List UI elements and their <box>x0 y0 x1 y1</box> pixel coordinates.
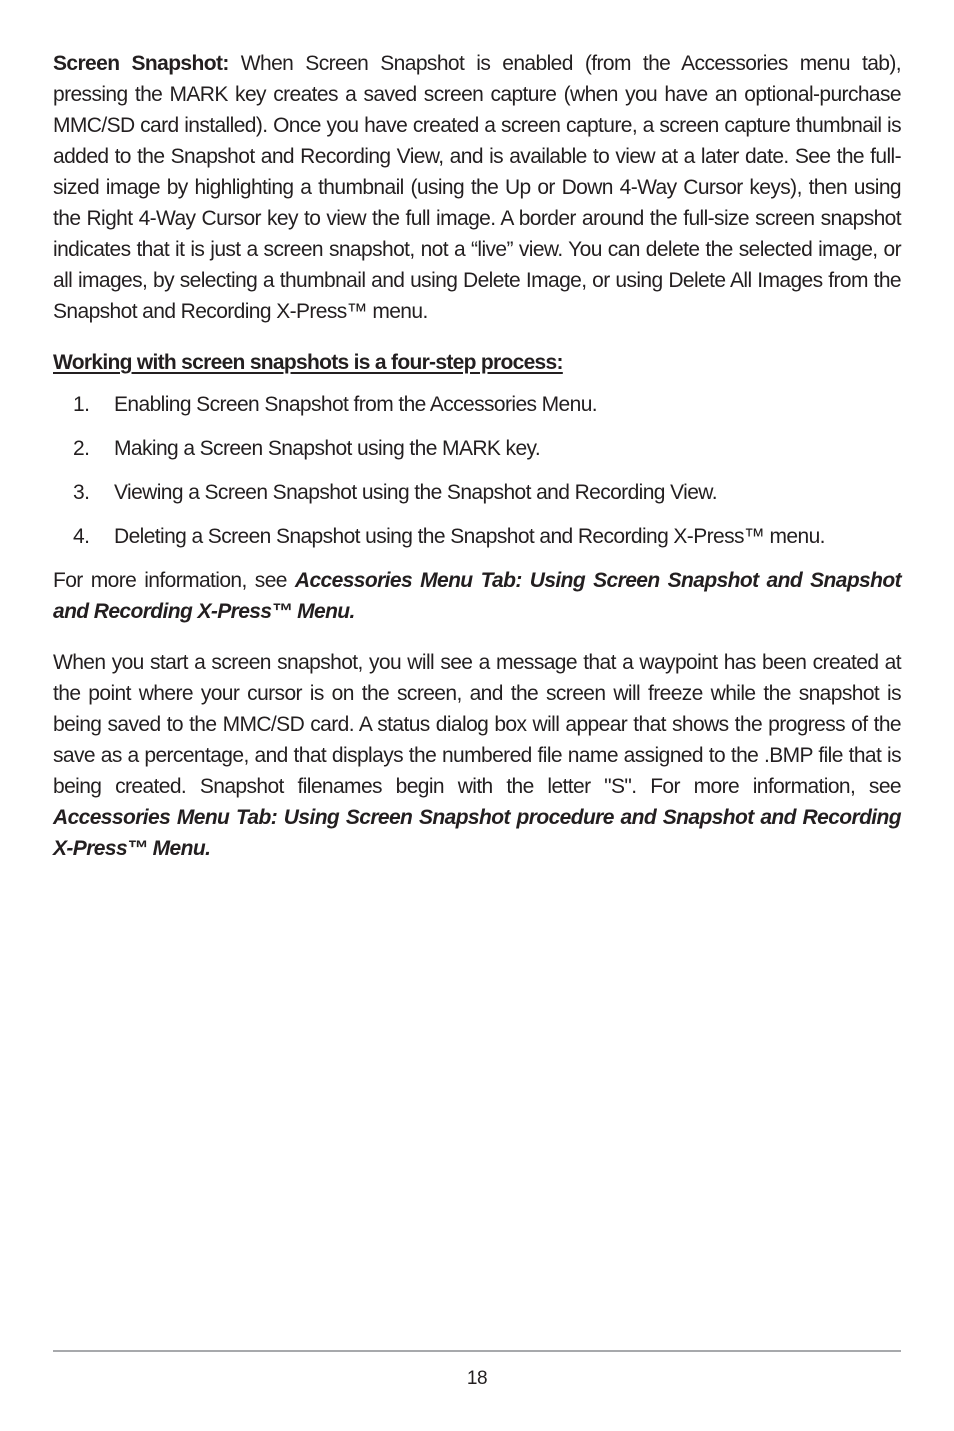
more-info-paragraph <box>53 565 901 627</box>
section-heading: Working with screen snapshots is a four-step process: <box>53 351 563 374</box>
list-item <box>53 477 901 508</box>
more-info-text: For more information, see <box>53 569 295 592</box>
steps-list <box>53 389 901 552</box>
list-item <box>53 521 901 552</box>
footer-divider <box>53 1350 901 1352</box>
list-item <box>53 433 901 464</box>
page-content <box>53 48 901 864</box>
step-text: Enabling Screen Snapshot from the Accessories Menu. <box>114 393 598 416</box>
screen-snapshot-lead: Screen Snapshot: <box>53 52 229 75</box>
step-number: 2. <box>73 437 90 460</box>
step-number: 1. <box>73 393 90 416</box>
screen-snapshot-text: When Screen Snapshot is enabled (from the Accessories menu tab), pressing the MARK key creates a saved screen capture (when you have an optional-purchase MMC/SD card installed). Once you have created a screen capture, a screen capture thumbnail is added to the Snapshot and Recording View, and is available to view at a later date. See the full-sized image by highlighting a thumbnail (using the Up or Down 4-Way Cursor keys), then using the Right 4-Way Cursor key to view the full image. A border around the full-size screen snapshot indicates that it is just a screen snapshot, not a “live” view. You can delete the selected image, or all images, by selecting a thumbnail and using Delete Image, or using Delete All Images from the Snapshot and Recording X-Press™ menu. <box>53 52 901 323</box>
page-number: 18 <box>466 1368 488 1389</box>
screen-snapshot-paragraph <box>53 48 901 327</box>
step-number: 3. <box>73 481 90 504</box>
snapshot-process-text: When you start a screen snapshot, you will see a message that a waypoint has been created at the point where your cursor is on the screen, and the screen will freeze while the snapshot is being saved to the MMC/SD card. A status dialog box will appear that shows the progress of the save as a percentage, and that displays the numbered file name assigned to the .BMP file that is being created. Snapshot filenames begin with the letter "S". For more information, see <box>53 651 901 798</box>
snapshot-process-reference: Accessories Menu Tab: Using Screen Snapshot procedure and Snapshot and Recording X-Press™ Menu. <box>53 806 901 860</box>
step-text: Deleting a Screen Snapshot using the Snapshot and Recording X-Press™ menu. <box>114 525 825 548</box>
step-text: Making a Screen Snapshot using the MARK key. <box>114 437 541 460</box>
step-text: Viewing a Screen Snapshot using the Snapshot and Recording View. <box>114 481 717 504</box>
snapshot-process-paragraph <box>53 647 901 864</box>
list-item <box>53 389 901 420</box>
more-info-reference: Accessories Menu Tab: Using Screen Snapshot and Snapshot and Recording X-Press™ Menu. <box>53 569 901 623</box>
step-number: 4. <box>73 525 90 548</box>
